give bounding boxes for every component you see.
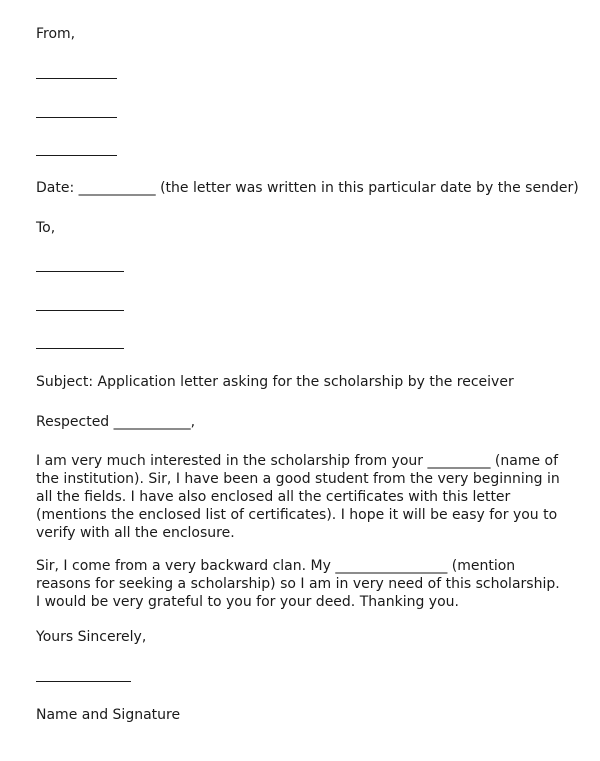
closing: Yours Sincerely, [36,629,147,645]
salutation: Respected ___________, [36,414,196,430]
from-blank-3 [36,155,117,156]
to-blank-3 [36,348,124,349]
body-paragraph-2: Sir, I come from a very backward clan. My ________________ (mention reasons for seeking a scholarship) so I am in very need of this scholarship. I would be very grateful to you for your deed. Thanking you. [36,558,560,610]
to-blank-1 [36,271,124,272]
from-blank-2 [36,117,117,118]
signature-label: Name and Signature [36,707,181,723]
subject-line: Subject: Application letter asking for the scholarship by the receiver [36,374,514,390]
to-blank-2 [36,310,124,311]
body-paragraph-1: I am very much interested in the scholarship from your _________ (name of the institution). Sir, I have been a good student from the very beginning in all the fields. I have also enclosed all the certificates with this letter (mentions the enclosed list of certificates). I hope it will be easy for you to verify with all the enclosure. [36,453,560,541]
date-line: Date: ___________ (the letter was written in this particular date by the sender) [36,180,579,196]
signature-blank [36,681,131,682]
to-label: To, [36,220,56,236]
from-label: From, [36,26,76,42]
from-blank-1 [36,78,117,79]
